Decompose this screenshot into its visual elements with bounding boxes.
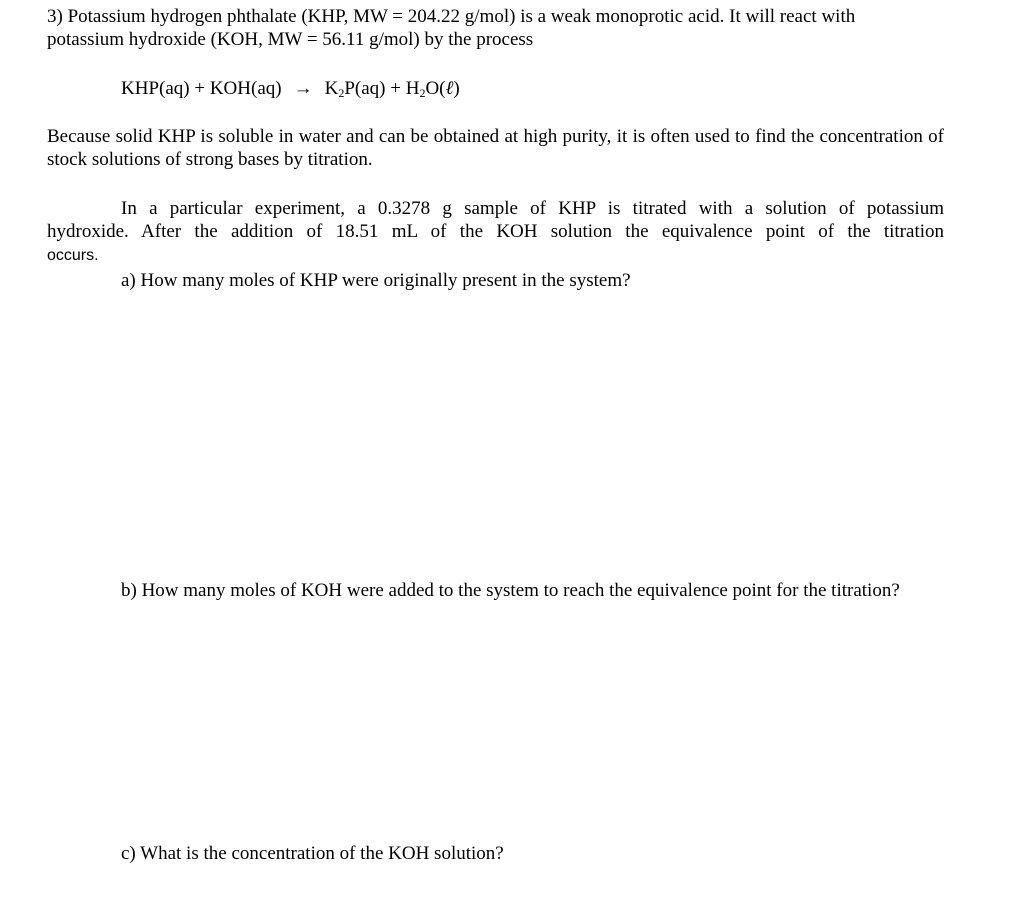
- experiment-line2: hydroxide. After the addition of 18.51 mL of the KOH solution the equivalence point of the titration: [47, 221, 944, 242]
- experiment-line3: occurs.: [47, 247, 99, 264]
- equation-product1: $K_2P(aq)$: [324, 78, 386, 100]
- question-b: b) How many moles of KOH were added to the system to reach the equivalence point for the titration?: [121, 580, 900, 601]
- experiment-line1: In a particular experiment, a 0.3278 g sample of KHP is titrated with a solution of potassium: [121, 198, 944, 219]
- question-a: a) How many moles of KHP were originally present in the system?: [121, 270, 631, 291]
- equation-reactant1: KHP(aq): [121, 78, 190, 99]
- chemical-equation: [121, 77, 460, 100]
- equation-plus2: +: [385, 78, 406, 99]
- problem-intro-line1: 3) Potassium hydrogen phthalate (KHP, MW = 204.22 g/mol) is a weak monoprotic acid. It will react with: [47, 6, 856, 27]
- problem-intro: [47, 5, 944, 51]
- equation-reactant2: KOH(aq): [209, 78, 282, 99]
- problem-intro-line2: potassium hydroxide (KOH, MW = 56.11 g/mol) by the process: [47, 29, 534, 50]
- equation-product2: $H_2O(\ell)$: [405, 78, 460, 100]
- paragraph-experiment: [47, 197, 944, 268]
- paragraph-khp-usage: Because solid KHP is soluble in water and can be obtained at high purity, it is often used to find the concentration of stock solutions of strong bases by titration.: [47, 126, 944, 170]
- equation-plus1: +: [189, 78, 210, 99]
- equation-arrow: →: [293, 78, 313, 99]
- question-c: c) What is the concentration of the KOH solution?: [121, 843, 504, 864]
